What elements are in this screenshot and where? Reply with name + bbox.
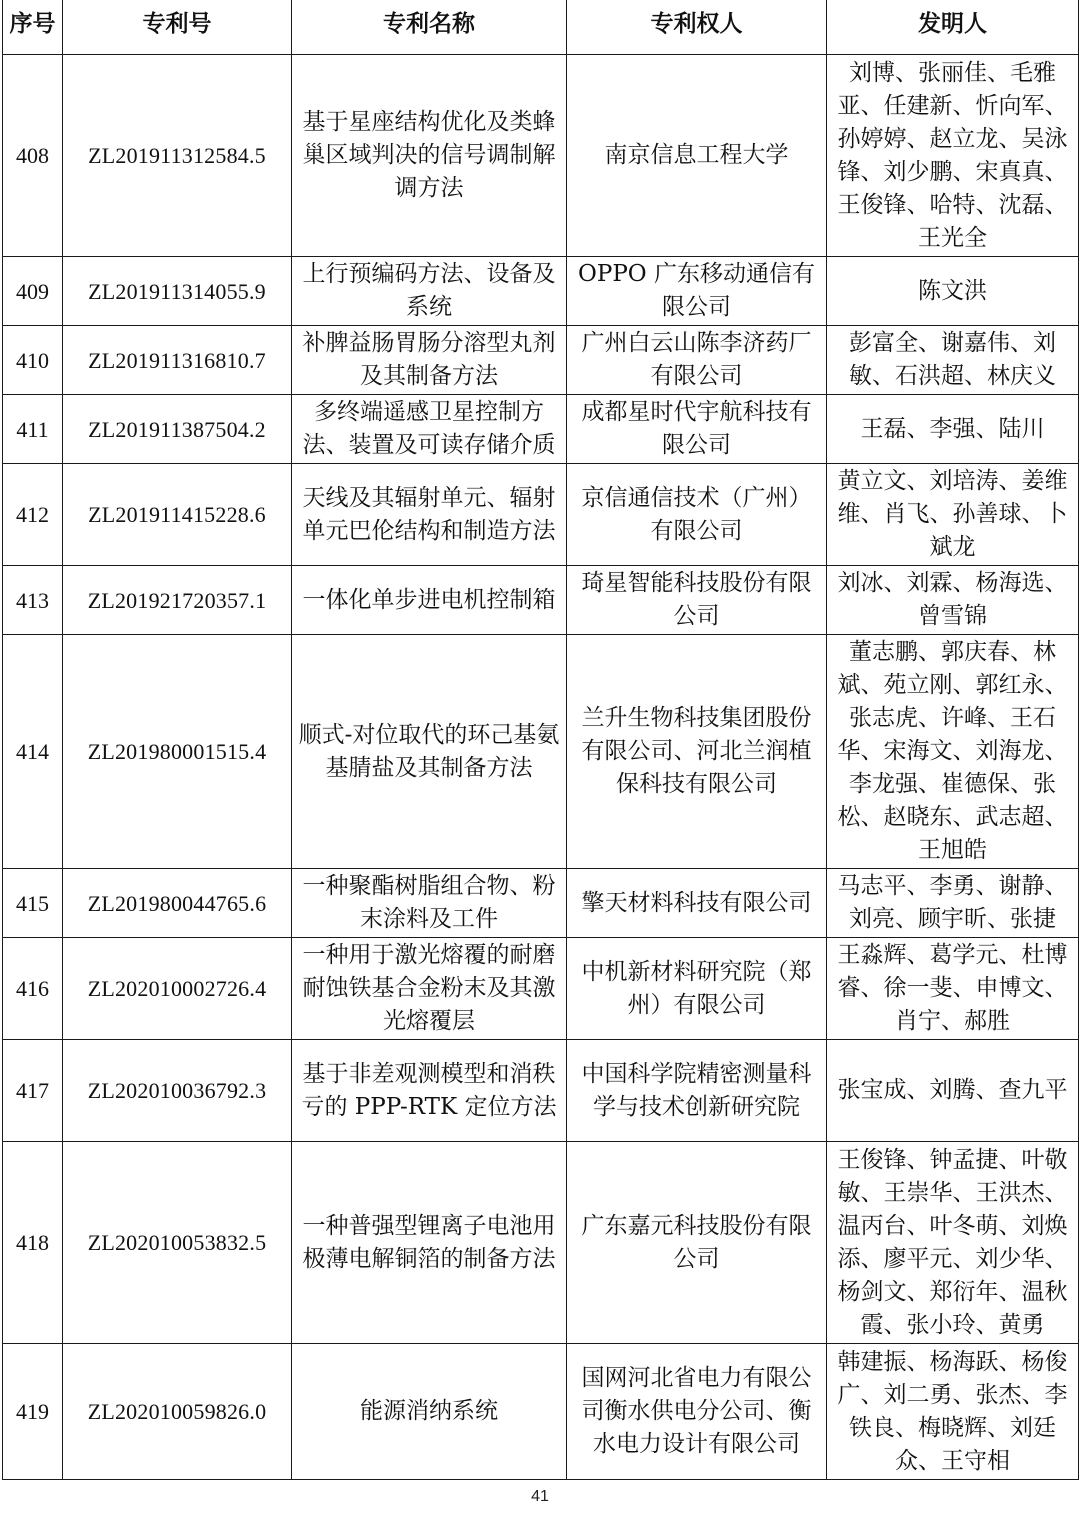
table-row <box>3 1040 1079 1142</box>
table-row <box>3 257 1079 326</box>
cell-patent-no: ZL202010053832.5 <box>63 1142 292 1344</box>
cell-inventors: 韩建振、杨海跃、杨俊广、刘二勇、张杰、李铁良、梅晓辉、刘廷众、王守相 <box>827 1344 1079 1480</box>
cell-inventors: 黄立文、刘培涛、姜维维、肖飞、孙善球、卜斌龙 <box>827 464 1079 566</box>
cell-seq: 412 <box>3 464 63 566</box>
cell-seq: 418 <box>3 1142 63 1344</box>
cell-patentee: 京信通信技术（广州）有限公司 <box>567 464 827 566</box>
patent-table <box>2 0 1079 1480</box>
cell-seq: 411 <box>3 395 63 464</box>
cell-patent-name: 能源消纳系统 <box>292 1344 567 1480</box>
cell-inventors: 陈文洪 <box>827 257 1079 326</box>
table-row <box>3 1142 1079 1344</box>
header-patentee: 专利权人 <box>567 0 827 55</box>
cell-patent-name: 天线及其辐射单元、辐射单元巴伦结构和制造方法 <box>292 464 567 566</box>
cell-inventors: 张宝成、刘腾、查九平 <box>827 1040 1079 1142</box>
cell-patent-name: 一种聚酯树脂组合物、粉末涂料及工件 <box>292 869 567 938</box>
cell-patent-no: ZL201911415228.6 <box>63 464 292 566</box>
cell-patent-name: 多终端遥感卫星控制方法、装置及可读存储介质 <box>292 395 567 464</box>
patent-table-container <box>2 0 1078 1480</box>
cell-patentee: 琦星智能科技股份有限公司 <box>567 566 827 635</box>
cell-patent-name: 顺式-对位取代的环己基氨基腈盐及其制备方法 <box>292 635 567 869</box>
cell-patent-no: ZL202010002726.4 <box>63 938 292 1040</box>
cell-inventors: 王磊、李强、陆川 <box>827 395 1079 464</box>
header-patent-name: 专利名称 <box>292 0 567 55</box>
cell-inventors: 王淼辉、葛学元、杜博睿、徐一斐、申博文、肖宁、郝胜 <box>827 938 1079 1040</box>
cell-seq: 410 <box>3 326 63 395</box>
cell-patent-name: 一种用于激光熔覆的耐磨耐蚀铁基合金粉末及其激光熔覆层 <box>292 938 567 1040</box>
cell-patent-no: ZL201911387504.2 <box>63 395 292 464</box>
table-row <box>3 55 1079 257</box>
cell-patent-name: 一种普强型锂离子电池用极薄电解铜箔的制备方法 <box>292 1142 567 1344</box>
cell-patent-name: 补脾益肠胃肠分溶型丸剂及其制备方法 <box>292 326 567 395</box>
cell-patentee: 擎天材料科技有限公司 <box>567 869 827 938</box>
cell-patent-name: 一体化单步进电机控制箱 <box>292 566 567 635</box>
cell-patentee: 南京信息工程大学 <box>567 55 827 257</box>
page-number: 41 <box>531 1488 549 1505</box>
cell-patentee: 广州白云山陈李济药厂有限公司 <box>567 326 827 395</box>
cell-inventors: 刘冰、刘霖、杨海选、曾雪锦 <box>827 566 1079 635</box>
cell-patentee: 兰升生物科技集团股份有限公司、河北兰润植保科技有限公司 <box>567 635 827 869</box>
cell-seq: 413 <box>3 566 63 635</box>
cell-patent-no: ZL201911314055.9 <box>63 257 292 326</box>
cell-patent-name: 上行预编码方法、设备及系统 <box>292 257 567 326</box>
table-row <box>3 635 1079 869</box>
table-row <box>3 464 1079 566</box>
cell-patent-no: ZL202010059826.0 <box>63 1344 292 1480</box>
cell-seq: 416 <box>3 938 63 1040</box>
cell-inventors: 彭富全、谢嘉伟、刘敏、石洪超、林庆义 <box>827 326 1079 395</box>
cell-inventors: 王俊锋、钟孟捷、叶敬敏、王崇华、王洪杰、温丙台、叶冬萌、刘焕添、廖平元、刘少华、杨剑文、郑衍年、温秋霞、张小玲、黄勇 <box>827 1142 1079 1344</box>
header-inventors: 发明人 <box>827 0 1079 55</box>
table-row <box>3 938 1079 1040</box>
cell-patent-name: 基于星座结构优化及类蜂巢区域判决的信号调制解调方法 <box>292 55 567 257</box>
cell-inventors: 刘博、张丽佳、毛雅亚、任建新、忻向军、孙婷婷、赵立龙、吴泳锋、刘少鹏、宋真真、王俊锋、哈特、沈磊、王光全 <box>827 55 1079 257</box>
cell-patent-no: ZL201911312584.5 <box>63 55 292 257</box>
cell-patent-no: ZL202010036792.3 <box>63 1040 292 1142</box>
table-row <box>3 395 1079 464</box>
header-seq: 序号 <box>3 0 63 55</box>
table-row <box>3 1344 1079 1480</box>
cell-seq: 417 <box>3 1040 63 1142</box>
cell-patent-no: ZL201980044765.6 <box>63 869 292 938</box>
cell-seq: 415 <box>3 869 63 938</box>
cell-patent-no: ZL201980001515.4 <box>63 635 292 869</box>
header-patent-no: 专利号 <box>63 0 292 55</box>
cell-inventors: 马志平、李勇、谢静、刘亮、顾宇昕、张捷 <box>827 869 1079 938</box>
table-row <box>3 869 1079 938</box>
header-row <box>3 0 1079 55</box>
cell-seq: 419 <box>3 1344 63 1480</box>
cell-patentee: 国网河北省电力有限公司衡水供电分公司、衡水电力设计有限公司 <box>567 1344 827 1480</box>
table-row <box>3 326 1079 395</box>
cell-patentee: 成都星时代宇航科技有限公司 <box>567 395 827 464</box>
cell-patentee: 中机新材料研究院（郑州）有限公司 <box>567 938 827 1040</box>
cell-patent-name: 基于非差观测模型和消秩亏的 PPP-RTK 定位方法 <box>292 1040 567 1142</box>
cell-inventors: 董志鹏、郭庆春、林斌、苑立刚、郭红永、张志虎、许峰、王石华、宋海文、刘海龙、李龙强、崔德保、张松、赵晓东、武志超、王旭皓 <box>827 635 1079 869</box>
cell-patent-no: ZL201921720357.1 <box>63 566 292 635</box>
cell-seq: 409 <box>3 257 63 326</box>
table-row <box>3 566 1079 635</box>
cell-patentee: OPPO 广东移动通信有限公司 <box>567 257 827 326</box>
cell-patentee: 广东嘉元科技股份有限公司 <box>567 1142 827 1344</box>
cell-patent-no: ZL201911316810.7 <box>63 326 292 395</box>
cell-seq: 408 <box>3 55 63 257</box>
cell-seq: 414 <box>3 635 63 869</box>
cell-patentee: 中国科学院精密测量科学与技术创新研究院 <box>567 1040 827 1142</box>
